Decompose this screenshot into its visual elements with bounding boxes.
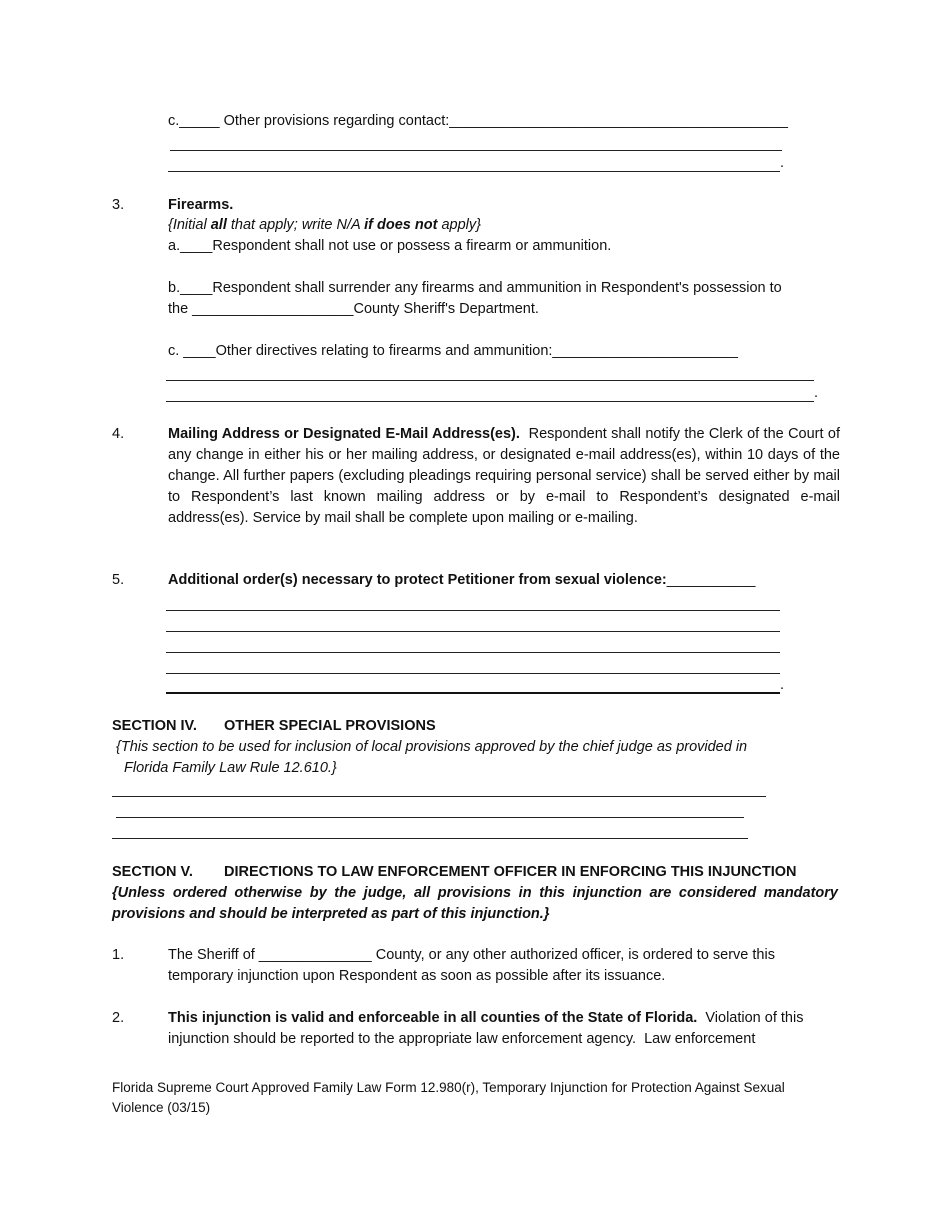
item-3-instruction bbox=[168, 215, 481, 236]
section-iv-note-line1: {This section to be used for inclusion of local provisions approved by the chief judge as provided in bbox=[116, 739, 748, 755]
item-5-blank-line bbox=[166, 631, 780, 632]
item-4-body: Respondent shall notify the Clerk of the Court of any change in either his or her mailing address, or designated e-mail address(es), within 10 days of the change. All further papers (excluding pleadings requiring personal service) shall be served either by mail to Respondent’s last known mailing address or by e-mail to Respondent’s designated e-mail address(es). Service by mail shall be complete upon mailing or e-mailing. bbox=[168, 426, 840, 526]
item-2c-blank-line bbox=[168, 171, 780, 172]
item-2c-period: . bbox=[780, 155, 785, 171]
section-v-item-1-line2: temporary injunction upon Respondent as soon as possible after its issuance. bbox=[168, 968, 666, 984]
section-v-note: {Unless ordered otherwise by the judge, all provisions in this injunction are considered mandatory provisions and should be interpreted as part of this injunction.} bbox=[112, 885, 838, 922]
item-3c-blank-line bbox=[166, 380, 814, 381]
section-iv-blank-line bbox=[112, 796, 766, 797]
item-4-paragraph bbox=[168, 424, 840, 529]
item-3b-line1: b.____Respondent shall surrender any firearms and ammunition in Respondent's possession to bbox=[168, 280, 782, 296]
item-4-number: 4. bbox=[112, 426, 125, 442]
section-v-item-1-number: 1. bbox=[112, 947, 125, 963]
item-3-number: 3. bbox=[112, 197, 125, 213]
item-3-heading: Firearms. bbox=[168, 197, 234, 213]
section-v-item-2-line1 bbox=[168, 1008, 803, 1029]
section-v-title: DIRECTIONS TO LAW ENFORCEMENT OFFICER IN ENFORCING THIS INJUNCTION bbox=[224, 864, 797, 880]
section-v-item-2-rest: Violation of this bbox=[697, 1010, 804, 1026]
item-3c-blank-line bbox=[166, 401, 814, 402]
section-v-item-2-bold: This injunction is valid and enforceable in all counties of the State of Florida. bbox=[168, 1010, 698, 1026]
item-3b-line2: the ____________________County Sheriff's Department. bbox=[168, 301, 539, 317]
item-5-blank-line bbox=[166, 652, 780, 653]
section-v-label: SECTION V. bbox=[112, 864, 193, 880]
section-iv-label: SECTION IV. bbox=[112, 718, 197, 734]
item-5-number: 5. bbox=[112, 572, 125, 588]
section-iv-blank-line bbox=[112, 838, 748, 839]
instruction-post: apply} bbox=[437, 217, 481, 233]
item-5-period: . bbox=[780, 677, 785, 693]
section-v-item-1-line1: The Sheriff of ______________ County, or any other authorized officer, is ordered to serve this bbox=[168, 947, 775, 963]
item-4-heading: Mailing Address or Designated E-Mail Address(es). bbox=[168, 426, 520, 442]
item-5-line bbox=[168, 570, 755, 591]
item-3a-text: a.____Respondent shall not use or possess a firearm or ammunition. bbox=[168, 238, 612, 254]
section-v-item-2-number: 2. bbox=[112, 1010, 125, 1026]
instruction-all: all bbox=[210, 217, 227, 233]
item-2c-blank-line bbox=[170, 150, 782, 151]
section-iv-note-line2: Florida Family Law Rule 12.610.} bbox=[124, 760, 337, 776]
item-2c-text: c._____ Other provisions regarding contact:__________________________________________ bbox=[168, 113, 788, 129]
instruction-if-not: if does not bbox=[364, 217, 438, 233]
item-5-blank-line-bold bbox=[166, 692, 780, 694]
item-5-blank-line bbox=[166, 673, 780, 674]
item-5-heading: Additional order(s) necessary to protect Petitioner from sexual violence: bbox=[168, 572, 667, 588]
item-3c-period: . bbox=[814, 385, 819, 401]
footer-line2: Violence (03/15) bbox=[112, 1100, 211, 1115]
section-v-item-2-line2: injunction should be reported to the appropriate law enforcement agency. Law enforcement bbox=[168, 1031, 756, 1047]
footer-line1: Florida Supreme Court Approved Family Law Form 12.980(r), Temporary Injunction for Protection Against Sexual bbox=[112, 1080, 785, 1095]
item-5-blank: ___________ bbox=[666, 572, 756, 588]
instruction-pre: {Initial bbox=[168, 217, 211, 233]
section-iv-title: OTHER SPECIAL PROVISIONS bbox=[224, 718, 436, 734]
instruction-mid: that apply; write N/A bbox=[226, 217, 365, 233]
section-iv-blank-line bbox=[116, 817, 744, 818]
item-3c-text: c. ____Other directives relating to firearms and ammunition:_______________________ bbox=[168, 343, 738, 359]
item-5-blank-line bbox=[166, 610, 780, 611]
